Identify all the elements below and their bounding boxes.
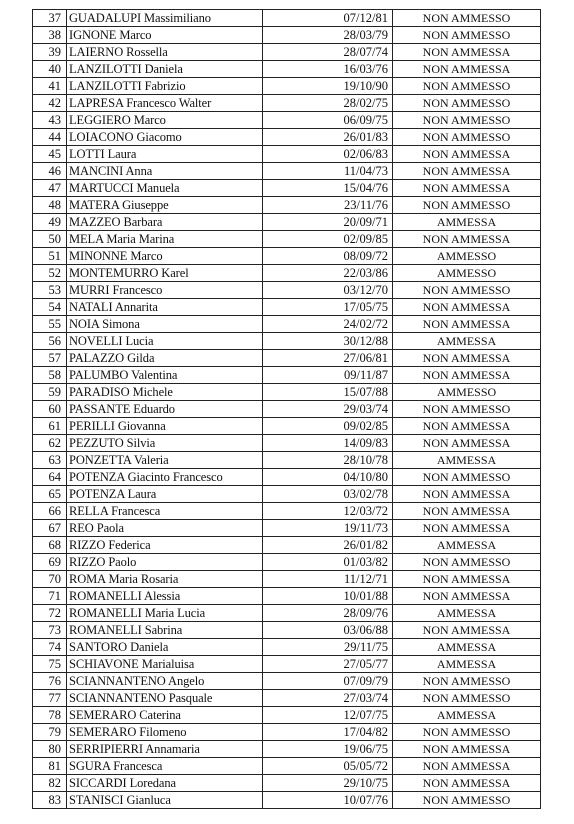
table-row <box>33 367 541 384</box>
row-number: 80 <box>33 741 67 758</box>
table-row <box>33 44 541 61</box>
row-number: 57 <box>33 350 67 367</box>
candidate-name: PALAZZO Gilda <box>67 350 263 367</box>
table-row <box>33 146 541 163</box>
birth-date: 09/02/85 <box>263 418 393 435</box>
birth-date: 08/09/72 <box>263 248 393 265</box>
admission-status: NON AMMESSO <box>393 10 541 27</box>
birth-date: 10/07/76 <box>263 792 393 809</box>
birth-date: 01/03/82 <box>263 554 393 571</box>
table-row <box>33 265 541 282</box>
admission-status: NON AMMESSO <box>393 792 541 809</box>
table-row <box>33 656 541 673</box>
admission-status: NON AMMESSO <box>393 401 541 418</box>
row-number: 68 <box>33 537 67 554</box>
row-number: 38 <box>33 27 67 44</box>
admission-status: NON AMMESSO <box>393 129 541 146</box>
birth-date: 11/04/73 <box>263 163 393 180</box>
table-row <box>33 520 541 537</box>
table-row <box>33 231 541 248</box>
table-row <box>33 741 541 758</box>
birth-date: 12/03/72 <box>263 503 393 520</box>
birth-date: 10/01/88 <box>263 588 393 605</box>
admission-status: NON AMMESSA <box>393 486 541 503</box>
candidate-name: SERRIPIERRI Annamaria <box>67 741 263 758</box>
candidate-name: SEMERARO Filomeno <box>67 724 263 741</box>
admission-status: AMMESSA <box>393 656 541 673</box>
table-row <box>33 724 541 741</box>
admission-status: NON AMMESSA <box>393 418 541 435</box>
table-row <box>33 350 541 367</box>
table-row <box>33 180 541 197</box>
birth-date: 28/09/76 <box>263 605 393 622</box>
admission-status: NON AMMESSO <box>393 673 541 690</box>
birth-date: 30/12/88 <box>263 333 393 350</box>
admission-status: NON AMMESSA <box>393 61 541 78</box>
candidate-name: MAZZEO Barbara <box>67 214 263 231</box>
admission-status: NON AMMESSA <box>393 435 541 452</box>
table-row <box>33 10 541 27</box>
birth-date: 27/06/81 <box>263 350 393 367</box>
birth-date: 06/09/75 <box>263 112 393 129</box>
birth-date: 29/10/75 <box>263 775 393 792</box>
birth-date: 07/09/79 <box>263 673 393 690</box>
candidate-name: SGURA Francesca <box>67 758 263 775</box>
row-number: 39 <box>33 44 67 61</box>
row-number: 50 <box>33 231 67 248</box>
admission-status: AMMESSO <box>393 265 541 282</box>
table-row <box>33 554 541 571</box>
candidate-name: MELA Maria Marina <box>67 231 263 248</box>
row-number: 59 <box>33 384 67 401</box>
birth-date: 02/06/83 <box>263 146 393 163</box>
candidate-name: MANCINI Anna <box>67 163 263 180</box>
row-number: 54 <box>33 299 67 316</box>
row-number: 61 <box>33 418 67 435</box>
admission-status: NON AMMESSA <box>393 180 541 197</box>
table-row <box>33 690 541 707</box>
row-number: 79 <box>33 724 67 741</box>
admission-status: NON AMMESSA <box>393 622 541 639</box>
table-row <box>33 571 541 588</box>
birth-date: 22/03/86 <box>263 265 393 282</box>
table-row <box>33 333 541 350</box>
admission-status: NON AMMESSO <box>393 282 541 299</box>
row-number: 72 <box>33 605 67 622</box>
table-row <box>33 758 541 775</box>
birth-date: 09/11/87 <box>263 367 393 384</box>
row-number: 48 <box>33 197 67 214</box>
candidate-name: LEGGIERO Marco <box>67 112 263 129</box>
birth-date: 03/06/88 <box>263 622 393 639</box>
table-body <box>33 10 541 809</box>
row-number: 83 <box>33 792 67 809</box>
birth-date: 28/10/78 <box>263 452 393 469</box>
table-row <box>33 112 541 129</box>
row-number: 44 <box>33 129 67 146</box>
table-row <box>33 469 541 486</box>
candidate-name: IGNONE Marco <box>67 27 263 44</box>
table-row <box>33 316 541 333</box>
candidate-name: LAIERNO Rossella <box>67 44 263 61</box>
table-row <box>33 452 541 469</box>
candidate-name: MURRI Francesco <box>67 282 263 299</box>
birth-date: 04/10/80 <box>263 469 393 486</box>
candidate-name: PEZZUTO Silvia <box>67 435 263 452</box>
birth-date: 26/01/82 <box>263 537 393 554</box>
birth-date: 20/09/71 <box>263 214 393 231</box>
row-number: 62 <box>33 435 67 452</box>
table-row <box>33 673 541 690</box>
row-number: 53 <box>33 282 67 299</box>
row-number: 77 <box>33 690 67 707</box>
admission-status: NON AMMESSA <box>393 367 541 384</box>
table-row <box>33 486 541 503</box>
admission-status: NON AMMESSO <box>393 78 541 95</box>
table-row <box>33 248 541 265</box>
candidate-name: POTENZA Laura <box>67 486 263 503</box>
admission-status: AMMESSO <box>393 248 541 265</box>
row-number: 75 <box>33 656 67 673</box>
row-number: 46 <box>33 163 67 180</box>
candidate-name: SANTORO Daniela <box>67 639 263 656</box>
row-number: 52 <box>33 265 67 282</box>
candidate-name: ROMANELLI Maria Lucia <box>67 605 263 622</box>
admission-status: NON AMMESSO <box>393 112 541 129</box>
birth-date: 12/07/75 <box>263 707 393 724</box>
row-number: 40 <box>33 61 67 78</box>
table-row <box>33 61 541 78</box>
row-number: 71 <box>33 588 67 605</box>
admission-status: NON AMMESSA <box>393 758 541 775</box>
row-number: 47 <box>33 180 67 197</box>
candidate-name: LANZILOTTI Daniela <box>67 61 263 78</box>
admission-status: NON AMMESSA <box>393 503 541 520</box>
birth-date: 03/02/78 <box>263 486 393 503</box>
birth-date: 05/05/72 <box>263 758 393 775</box>
candidate-name: RELLA Francesca <box>67 503 263 520</box>
admission-status: NON AMMESSO <box>393 95 541 112</box>
table-row <box>33 639 541 656</box>
admission-status: NON AMMESSA <box>393 588 541 605</box>
row-number: 63 <box>33 452 67 469</box>
admission-status: AMMESSO <box>393 384 541 401</box>
candidate-name: PONZETTA Valeria <box>67 452 263 469</box>
birth-date: 15/07/88 <box>263 384 393 401</box>
table-row <box>33 503 541 520</box>
admission-status: AMMESSA <box>393 605 541 622</box>
admission-status: AMMESSA <box>393 707 541 724</box>
birth-date: 15/04/76 <box>263 180 393 197</box>
table-row <box>33 622 541 639</box>
row-number: 67 <box>33 520 67 537</box>
table-row <box>33 282 541 299</box>
admission-status: AMMESSA <box>393 452 541 469</box>
candidate-name: MINONNE Marco <box>67 248 263 265</box>
candidate-name: REO Paola <box>67 520 263 537</box>
candidate-name: PERILLI Giovanna <box>67 418 263 435</box>
birth-date: 19/11/73 <box>263 520 393 537</box>
admission-status: NON AMMESSA <box>393 44 541 61</box>
table-row <box>33 605 541 622</box>
row-number: 60 <box>33 401 67 418</box>
birth-date: 29/03/74 <box>263 401 393 418</box>
row-number: 82 <box>33 775 67 792</box>
document-page <box>32 9 541 809</box>
candidate-name: RIZZO Federica <box>67 537 263 554</box>
birth-date: 28/03/79 <box>263 27 393 44</box>
row-number: 58 <box>33 367 67 384</box>
admission-status: NON AMMESSA <box>393 520 541 537</box>
row-number: 78 <box>33 707 67 724</box>
table-row <box>33 27 541 44</box>
candidate-name: SICCARDI Loredana <box>67 775 263 792</box>
admission-status: NON AMMESSA <box>393 571 541 588</box>
candidate-name: SEMERARO Caterina <box>67 707 263 724</box>
admission-status: NON AMMESSA <box>393 741 541 758</box>
admission-status: AMMESSA <box>393 639 541 656</box>
birth-date: 23/11/76 <box>263 197 393 214</box>
birth-date: 07/12/81 <box>263 10 393 27</box>
admission-status: NON AMMESSO <box>393 690 541 707</box>
candidate-name: PASSANTE Eduardo <box>67 401 263 418</box>
candidate-name: NATALI Annarita <box>67 299 263 316</box>
candidate-name: LANZILOTTI Fabrizio <box>67 78 263 95</box>
row-number: 74 <box>33 639 67 656</box>
birth-date: 11/12/71 <box>263 571 393 588</box>
candidate-name: PARADISO Michele <box>67 384 263 401</box>
admission-status: NON AMMESSA <box>393 146 541 163</box>
admission-status: NON AMMESSA <box>393 775 541 792</box>
row-number: 64 <box>33 469 67 486</box>
candidate-name: ROMANELLI Sabrina <box>67 622 263 639</box>
table-row <box>33 707 541 724</box>
table-row <box>33 418 541 435</box>
admission-status: NON AMMESSO <box>393 554 541 571</box>
table-row <box>33 214 541 231</box>
row-number: 56 <box>33 333 67 350</box>
candidate-name: NOVELLI Lucia <box>67 333 263 350</box>
birth-date: 26/01/83 <box>263 129 393 146</box>
candidates-table <box>32 9 541 809</box>
candidate-name: MATERA Giuseppe <box>67 197 263 214</box>
candidate-name: LOTTI Laura <box>67 146 263 163</box>
candidate-name: SCIANNANTENO Pasquale <box>67 690 263 707</box>
row-number: 43 <box>33 112 67 129</box>
candidate-name: LOIACONO Giacomo <box>67 129 263 146</box>
row-number: 73 <box>33 622 67 639</box>
table-row <box>33 435 541 452</box>
candidate-name: STANISCI Gianluca <box>67 792 263 809</box>
table-row <box>33 129 541 146</box>
birth-date: 28/07/74 <box>263 44 393 61</box>
candidate-name: SCHIAVONE Marialuisa <box>67 656 263 673</box>
row-number: 49 <box>33 214 67 231</box>
table-row <box>33 537 541 554</box>
admission-status: NON AMMESSO <box>393 197 541 214</box>
candidate-name: POTENZA Giacinto Francesco <box>67 469 263 486</box>
candidate-name: ROMA Maria Rosaria <box>67 571 263 588</box>
admission-status: NON AMMESSA <box>393 163 541 180</box>
admission-status: AMMESSA <box>393 214 541 231</box>
birth-date: 17/05/75 <box>263 299 393 316</box>
row-number: 76 <box>33 673 67 690</box>
candidate-name: RIZZO Paolo <box>67 554 263 571</box>
row-number: 65 <box>33 486 67 503</box>
admission-status: NON AMMESSO <box>393 469 541 486</box>
table-row <box>33 775 541 792</box>
table-row <box>33 401 541 418</box>
row-number: 66 <box>33 503 67 520</box>
row-number: 70 <box>33 571 67 588</box>
candidate-name: MARTUCCI Manuela <box>67 180 263 197</box>
candidate-name: ROMANELLI Alessia <box>67 588 263 605</box>
birth-date: 24/02/72 <box>263 316 393 333</box>
candidate-name: LAPRESA Francesco Walter <box>67 95 263 112</box>
birth-date: 16/03/76 <box>263 61 393 78</box>
birth-date: 27/03/74 <box>263 690 393 707</box>
birth-date: 14/09/83 <box>263 435 393 452</box>
admission-status: AMMESSA <box>393 537 541 554</box>
row-number: 55 <box>33 316 67 333</box>
admission-status: NON AMMESSA <box>393 299 541 316</box>
admission-status: NON AMMESSO <box>393 27 541 44</box>
table-row <box>33 197 541 214</box>
row-number: 81 <box>33 758 67 775</box>
table-row <box>33 384 541 401</box>
table-row <box>33 95 541 112</box>
table-row <box>33 299 541 316</box>
row-number: 45 <box>33 146 67 163</box>
admission-status: NON AMMESSA <box>393 350 541 367</box>
birth-date: 27/05/77 <box>263 656 393 673</box>
admission-status: AMMESSA <box>393 333 541 350</box>
admission-status: NON AMMESSA <box>393 231 541 248</box>
table-row <box>33 163 541 180</box>
birth-date: 17/04/82 <box>263 724 393 741</box>
row-number: 69 <box>33 554 67 571</box>
row-number: 51 <box>33 248 67 265</box>
birth-date: 03/12/70 <box>263 282 393 299</box>
table-row <box>33 792 541 809</box>
birth-date: 19/10/90 <box>263 78 393 95</box>
table-row <box>33 588 541 605</box>
birth-date: 29/11/75 <box>263 639 393 656</box>
candidate-name: GUADALUPI Massimiliano <box>67 10 263 27</box>
candidate-name: NOIA Simona <box>67 316 263 333</box>
row-number: 42 <box>33 95 67 112</box>
birth-date: 28/02/75 <box>263 95 393 112</box>
candidate-name: PALUMBO Valentina <box>67 367 263 384</box>
row-number: 41 <box>33 78 67 95</box>
admission-status: NON AMMESSO <box>393 724 541 741</box>
candidate-name: MONTEMURRO Karel <box>67 265 263 282</box>
birth-date: 19/06/75 <box>263 741 393 758</box>
row-number: 37 <box>33 10 67 27</box>
table-row <box>33 78 541 95</box>
birth-date: 02/09/85 <box>263 231 393 248</box>
candidate-name: SCIANNANTENO Angelo <box>67 673 263 690</box>
admission-status: NON AMMESSA <box>393 316 541 333</box>
